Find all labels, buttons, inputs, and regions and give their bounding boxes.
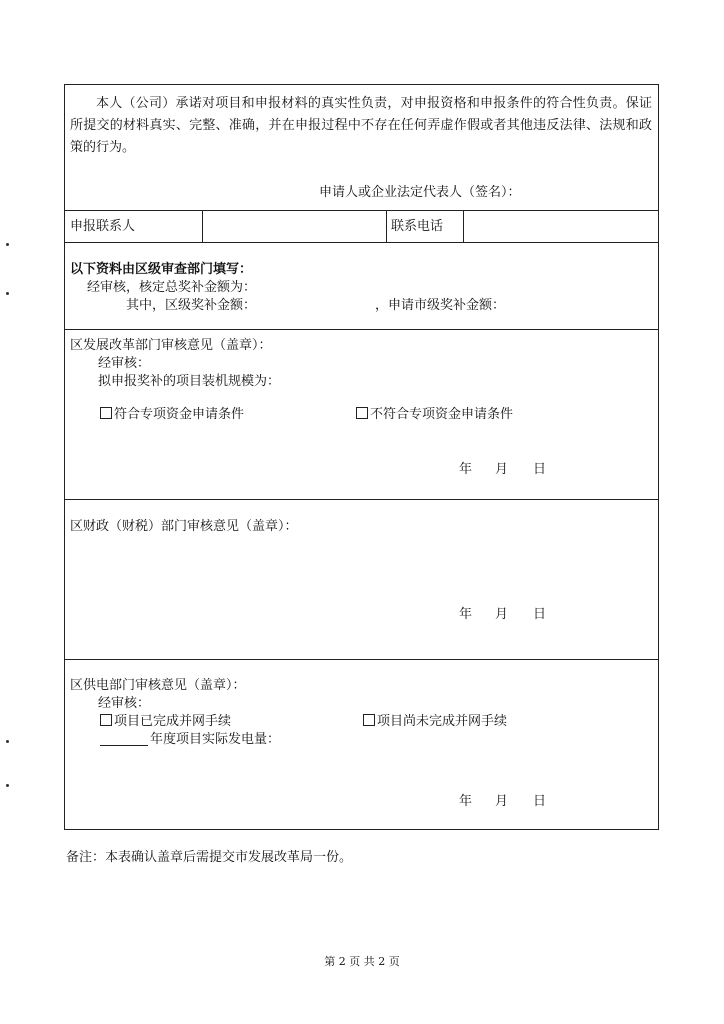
drc-opinion-section [65,330,658,500]
application-form [64,84,659,830]
city-amount-label: ，申请市级奖补金额： [375,298,506,313]
drc-option-ineligible[interactable]: 不符合专项资金申请条件 [356,406,513,424]
power-date-month: 月 [495,794,509,809]
finance-date-day: 日 [533,607,547,622]
power-date-year: 年 [459,794,473,809]
contact-phone-field[interactable] [469,218,654,236]
contact-person-field[interactable] [208,218,383,236]
drc-date-day: 日 [533,462,547,477]
contact-person-label: 申报联系人 [70,219,136,234]
page-footer: 第 2 页 共 2 页 [324,955,400,968]
power-option-not-connected[interactable]: 项目尚未完成并网手续 [363,713,507,731]
checkbox-icon[interactable] [363,714,375,726]
finance-date-month: 月 [495,607,509,622]
signature-label: 申请人或企业法定代表人（签名）： [319,185,521,200]
checkbox-icon[interactable] [100,407,112,419]
power-title: 区供电部门审核意见（盖章）： [70,678,246,693]
drc-reviewed: 经审核： [98,356,151,371]
finance-opinion-section [65,500,658,660]
power-reviewed: 经审核： [98,696,151,711]
drc-scale-label: 拟申报奖补的项目装机规模为： [98,374,281,389]
scan-speck [6,292,9,295]
drc-title: 区发展改革部门审核意见（盖章）： [70,338,272,353]
drc-date-year: 年 [459,462,473,477]
commitment-text: 本人（公司）承诺对项目和申报材料的真实性负责，对申报资格和申报条件的符合性负责。保证所提交的材料真实、完整、准确，并在申报过程中不存在任何弄虚作假或者其他违反法律、法规和政策的行为。 [70,96,652,155]
drc-date-month: 月 [495,462,509,477]
scan-speck [6,740,9,743]
power-option-connected[interactable]: 项目已完成并网手续 [100,713,231,731]
form-note: 备注：本表确认盖章后需提交市发展改革局一份。 [66,850,353,865]
checkbox-icon[interactable] [356,407,368,419]
district-amount-label: 其中，区级奖补金额： [126,298,257,313]
checkbox-icon[interactable] [100,714,112,726]
year-blank[interactable] [100,732,148,746]
scan-speck [6,784,9,787]
finance-title: 区财政（财税）部门审核意见（盖章）： [70,519,298,534]
contact-phone-label: 联系电话 [391,219,444,234]
power-generation-line: 年度项目实际发电量： [100,731,280,749]
power-opinion-section [65,660,658,831]
power-date-day: 日 [533,794,547,809]
scan-speck [6,243,9,246]
district-review-heading: 以下资料由区级审查部门填写： [70,262,253,277]
district-review-section [65,243,658,330]
drc-option-eligible[interactable]: 符合专项资金申请条件 [100,406,244,424]
commitment-section [65,85,658,211]
total-amount-label: 经审核，核定总奖补金额为： [87,280,257,295]
contact-row [65,211,658,243]
finance-date-year: 年 [459,607,473,622]
